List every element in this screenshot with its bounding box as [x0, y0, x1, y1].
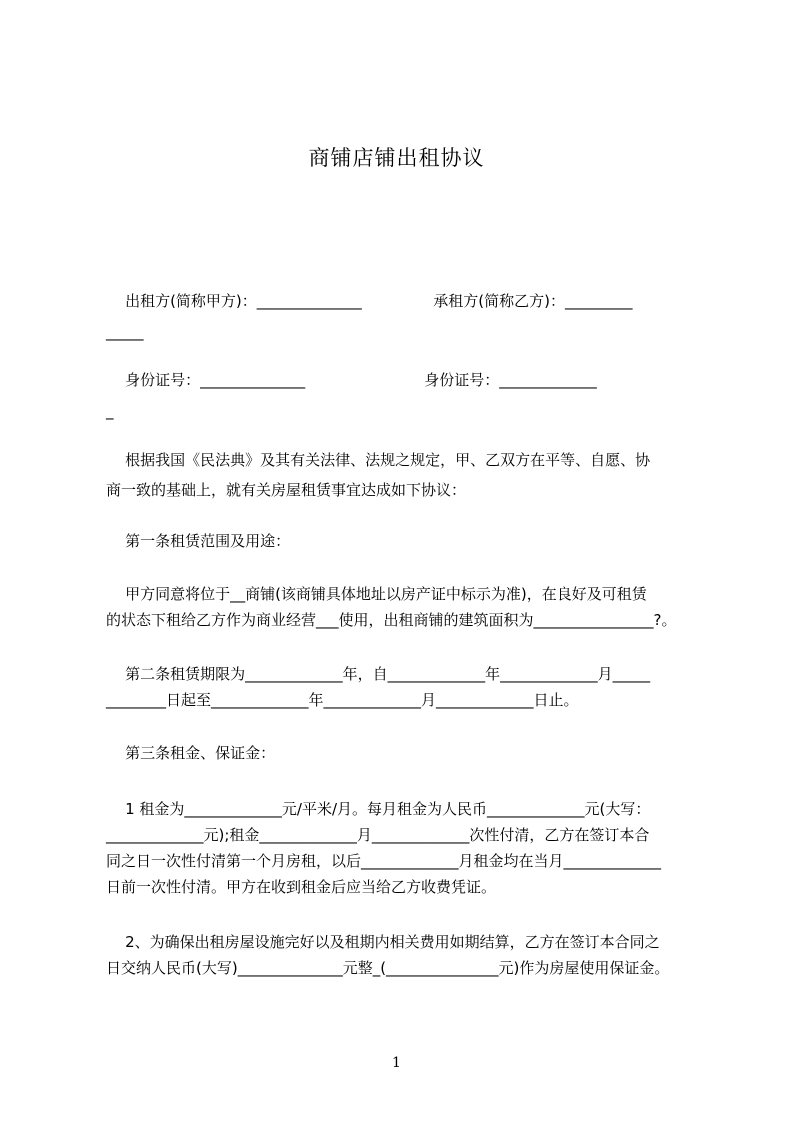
article-2-line-1: 第二条租赁期限为_____________年，自_____________年_____________月_____: [106, 665, 651, 683]
deposit-clause-line-1: 2、为确保出租房屋设施完好以及租期内相关费用如期结算，乙方在签订本合同之: [106, 933, 660, 951]
article-1-body-line-1: 甲方同意将位于__商铺(该商铺具体地址以房产证中标示为准)，在良好及可租赁: [106, 585, 647, 603]
rent-clause-line-2: _____________元);租金_____________月_____________次性付清，乙方在签订本合: [106, 826, 650, 844]
page-number: 1: [392, 1055, 401, 1071]
document-title: 商铺店铺出租协议: [308, 146, 485, 170]
rent-clause-line-1: 1 租金为_____________元/平米/月。每月租金为人民币_____________元(大写：: [106, 800, 651, 818]
article-1-body-line-2: 的状态下租给乙方作为商业经营___使用，出租商铺的建筑面积为________________?。: [106, 611, 677, 629]
blank-continuation-line: _____: [106, 323, 144, 341]
article-1-heading: 第一条租赁范围及用途：: [106, 532, 291, 550]
preamble-line-2: 商一致的基础上，就有关房屋租赁事宜达成如下协议：: [106, 481, 467, 499]
article-3-heading: 第三条租金、保证金：: [106, 744, 276, 762]
article-2-line-2: ________日起至_____________年_____________月_____________日止。: [106, 691, 579, 709]
id-number-line: 身份证号：______________ 身份证号：_____________: [106, 371, 597, 389]
rent-clause-line-4: 日前一次性付清。甲方在收到租金后应当给乙方收费凭证。: [106, 878, 497, 896]
blank-continuation-line: _: [106, 402, 114, 420]
deposit-clause-line-2: 日交纳人民币(大写)______________元整_(_______________元)作为房屋使用保证金。: [106, 959, 670, 977]
rent-clause-line-3: 同之日一次性付清第一个月房租，以后_____________月租金均在当月_____________: [106, 852, 662, 870]
preamble-line-1: 根据我国《民法典》及其有关法律、法规之规定，甲、乙双方在平等、自愿、协: [106, 451, 651, 469]
lessor-lessee-line: 出租方(简称甲方)：______________ 承租方(简称乙方)：_________: [106, 292, 633, 310]
